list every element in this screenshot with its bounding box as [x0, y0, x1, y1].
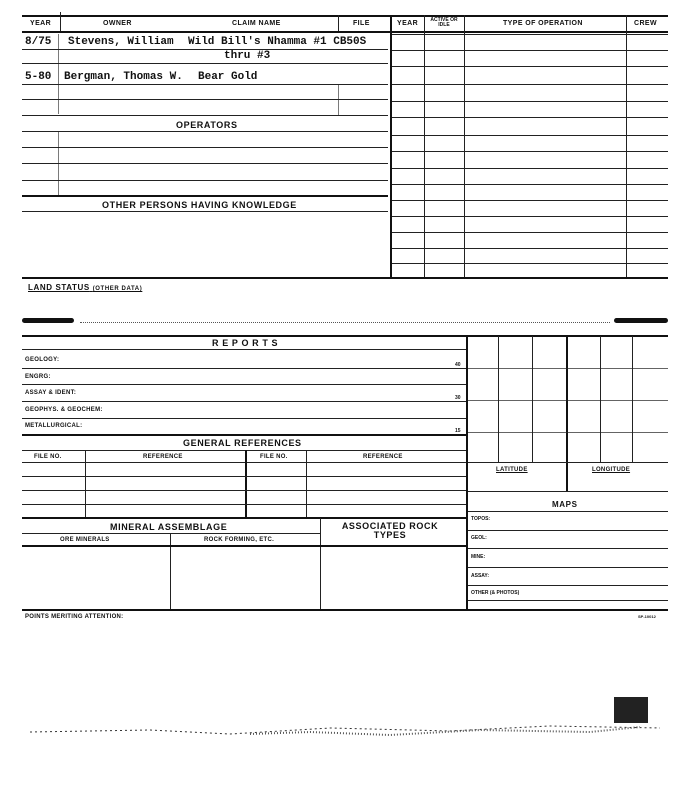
- row-rule: [22, 545, 466, 547]
- grid-line: [468, 491, 668, 492]
- other-persons-heading: OTHER PERSONS HAVING KNOWLEDGE: [102, 200, 297, 210]
- reports-bottom-rule: [22, 609, 668, 611]
- top-table-bottom-rule: [22, 277, 668, 279]
- left-right-divider: [390, 15, 392, 278]
- row-rule: [392, 151, 668, 152]
- row-rule: [22, 349, 466, 350]
- ref-reference-2: REFERENCE: [363, 454, 403, 460]
- report-metallurgical-num: 15: [455, 428, 461, 434]
- row-rule: [392, 117, 668, 118]
- row-rule: [22, 115, 388, 116]
- report-assay: ASSAY & IDENT:: [25, 390, 77, 396]
- row-rule: [22, 63, 388, 64]
- claim-1-name: Wild Bill's Nhamma #1 CB50S: [188, 36, 367, 48]
- header-active-idle: ACTIVE OR IDLE: [430, 17, 458, 28]
- row-rule: [392, 84, 668, 85]
- row-rule: [392, 216, 668, 217]
- row-rule: [22, 195, 388, 197]
- claim-1-year: 8/75: [25, 36, 52, 48]
- header-year: YEAR: [30, 20, 52, 27]
- row-rule: [22, 368, 466, 369]
- col-div: [464, 15, 465, 278]
- grid-line: [468, 400, 668, 401]
- mineral-assemblage-heading: MINERAL ASSEMBLAGE: [110, 522, 228, 532]
- col-div: [58, 131, 59, 195]
- general-references-heading: GENERAL REFERENCES: [183, 438, 302, 448]
- maps-topos: TOPOS:: [471, 516, 491, 522]
- latitude-label: LATITUDE: [496, 467, 528, 473]
- col-div: [85, 450, 86, 518]
- mark-left: [22, 318, 74, 323]
- grid-line: [468, 462, 668, 463]
- reports-heading: R E P O R T S: [212, 338, 279, 348]
- row-rule: [22, 211, 388, 212]
- row-rule: [22, 163, 388, 164]
- report-geology-num: 40: [455, 362, 461, 368]
- row-rule: [468, 511, 668, 512]
- row-rule: [22, 99, 388, 100]
- row-rule: [392, 184, 668, 185]
- scan-smudge: [30, 722, 660, 738]
- associated-rock-types-heading: ASSOCIATED ROCK TYPES: [341, 521, 439, 540]
- reports-top-rule: [22, 335, 668, 337]
- col-div: [338, 15, 339, 31]
- col-div: [306, 450, 307, 518]
- ref-reference: REFERENCE: [143, 454, 183, 460]
- row-rule: [468, 600, 668, 601]
- col-div: [58, 34, 59, 114]
- ref-file-no: FILE NO.: [34, 454, 62, 460]
- row-rule: [392, 101, 668, 102]
- header-claim-name: CLAIM NAME: [232, 20, 281, 27]
- row-rule: [392, 263, 668, 264]
- row-rule: [22, 490, 466, 491]
- grid-line: [468, 368, 668, 369]
- claim-2-owner: Bergman, Thomas W.: [64, 71, 183, 83]
- grid-line: [600, 336, 601, 462]
- row-rule: [392, 232, 668, 233]
- grid-line: [566, 336, 568, 491]
- header-owner: OWNER: [103, 20, 132, 27]
- row-rule: [392, 66, 668, 67]
- row-rule: [392, 248, 668, 249]
- row-rule: [468, 585, 668, 586]
- report-metallurgical: METALLURGICAL:: [25, 423, 83, 429]
- row-rule: [22, 49, 388, 50]
- row-rule: [22, 450, 466, 451]
- header-crew: CREW: [634, 20, 657, 27]
- ore-minerals-label: ORE MINERALS: [60, 537, 110, 543]
- report-geology: GEOLOGY:: [25, 357, 60, 363]
- maps-other: OTHER (& PHOTOS): [471, 590, 520, 596]
- row-rule: [22, 418, 466, 419]
- report-engrg: ENGRG:: [25, 374, 51, 380]
- claim-1-owner: Stevens, William: [68, 36, 174, 48]
- maps-mine: MINE:: [471, 554, 486, 560]
- row-rule: [22, 147, 388, 148]
- header-type-of-operation: TYPE OF OPERATION: [503, 20, 583, 27]
- claim-2-year: 5-80: [25, 71, 52, 83]
- col-div: [60, 12, 61, 31]
- row-rule: [392, 50, 668, 51]
- mark-right: [614, 318, 668, 323]
- row-rule: [22, 180, 388, 181]
- operators-heading: OPERATORS: [176, 120, 238, 130]
- land-status-heading: [28, 283, 142, 292]
- land-status-label: LAND STATUS: [28, 283, 90, 292]
- grid-line: [532, 336, 533, 462]
- reports-right-divider: [466, 335, 468, 610]
- row-rule: [392, 135, 668, 136]
- col-div: [320, 518, 321, 610]
- row-rule: [22, 434, 466, 436]
- land-status-sub: (OTHER DATA): [92, 286, 143, 292]
- longitude-label: LONGITUDE: [592, 467, 631, 473]
- row-rule: [22, 384, 466, 385]
- header-year-2: YEAR: [397, 20, 419, 27]
- row-rule: [22, 131, 388, 132]
- form-id: SP-10012: [638, 614, 656, 619]
- row-rule: [392, 200, 668, 201]
- ref-file-no-2: FILE NO.: [260, 454, 288, 460]
- row-rule: [468, 548, 668, 549]
- land-status-line: [80, 322, 610, 324]
- row-rule: [392, 168, 668, 169]
- row-rule: [468, 567, 668, 568]
- row-rule: [392, 34, 668, 35]
- points-meriting-attention: POINTS MERITING ATTENTION:: [25, 614, 124, 620]
- row-rule: [468, 530, 668, 531]
- maps-geol: GEOL:: [471, 535, 487, 541]
- row-rule: [22, 533, 320, 534]
- report-assay-num: 30: [455, 395, 461, 401]
- col-div: [245, 450, 247, 518]
- grid-line: [468, 432, 668, 433]
- report-geophys: GEOPHYS. & GEOCHEM:: [25, 407, 103, 413]
- row-rule: [22, 504, 466, 505]
- corner-mark: [614, 697, 648, 723]
- header-file: FILE: [353, 20, 370, 27]
- row-rule: [22, 476, 466, 477]
- row-rule: [22, 462, 466, 463]
- col-div: [424, 15, 425, 278]
- row-rule: [22, 84, 388, 85]
- top-rule: [22, 15, 668, 17]
- grid-line: [498, 336, 499, 462]
- maps-assay: ASSAY:: [471, 573, 490, 579]
- header-rule: [22, 31, 668, 33]
- row-rule: [22, 517, 466, 519]
- claim-2-name: Bear Gold: [198, 71, 258, 83]
- maps-heading: MAPS: [552, 500, 578, 509]
- col-div: [626, 15, 627, 278]
- col-div: [338, 85, 339, 115]
- grid-line: [632, 336, 633, 462]
- smudge-svg: [30, 722, 660, 738]
- row-rule: [22, 401, 466, 402]
- rock-forming-label: ROCK FORMING, ETC.: [204, 537, 275, 543]
- claim-1-cont: thru #3: [224, 50, 271, 62]
